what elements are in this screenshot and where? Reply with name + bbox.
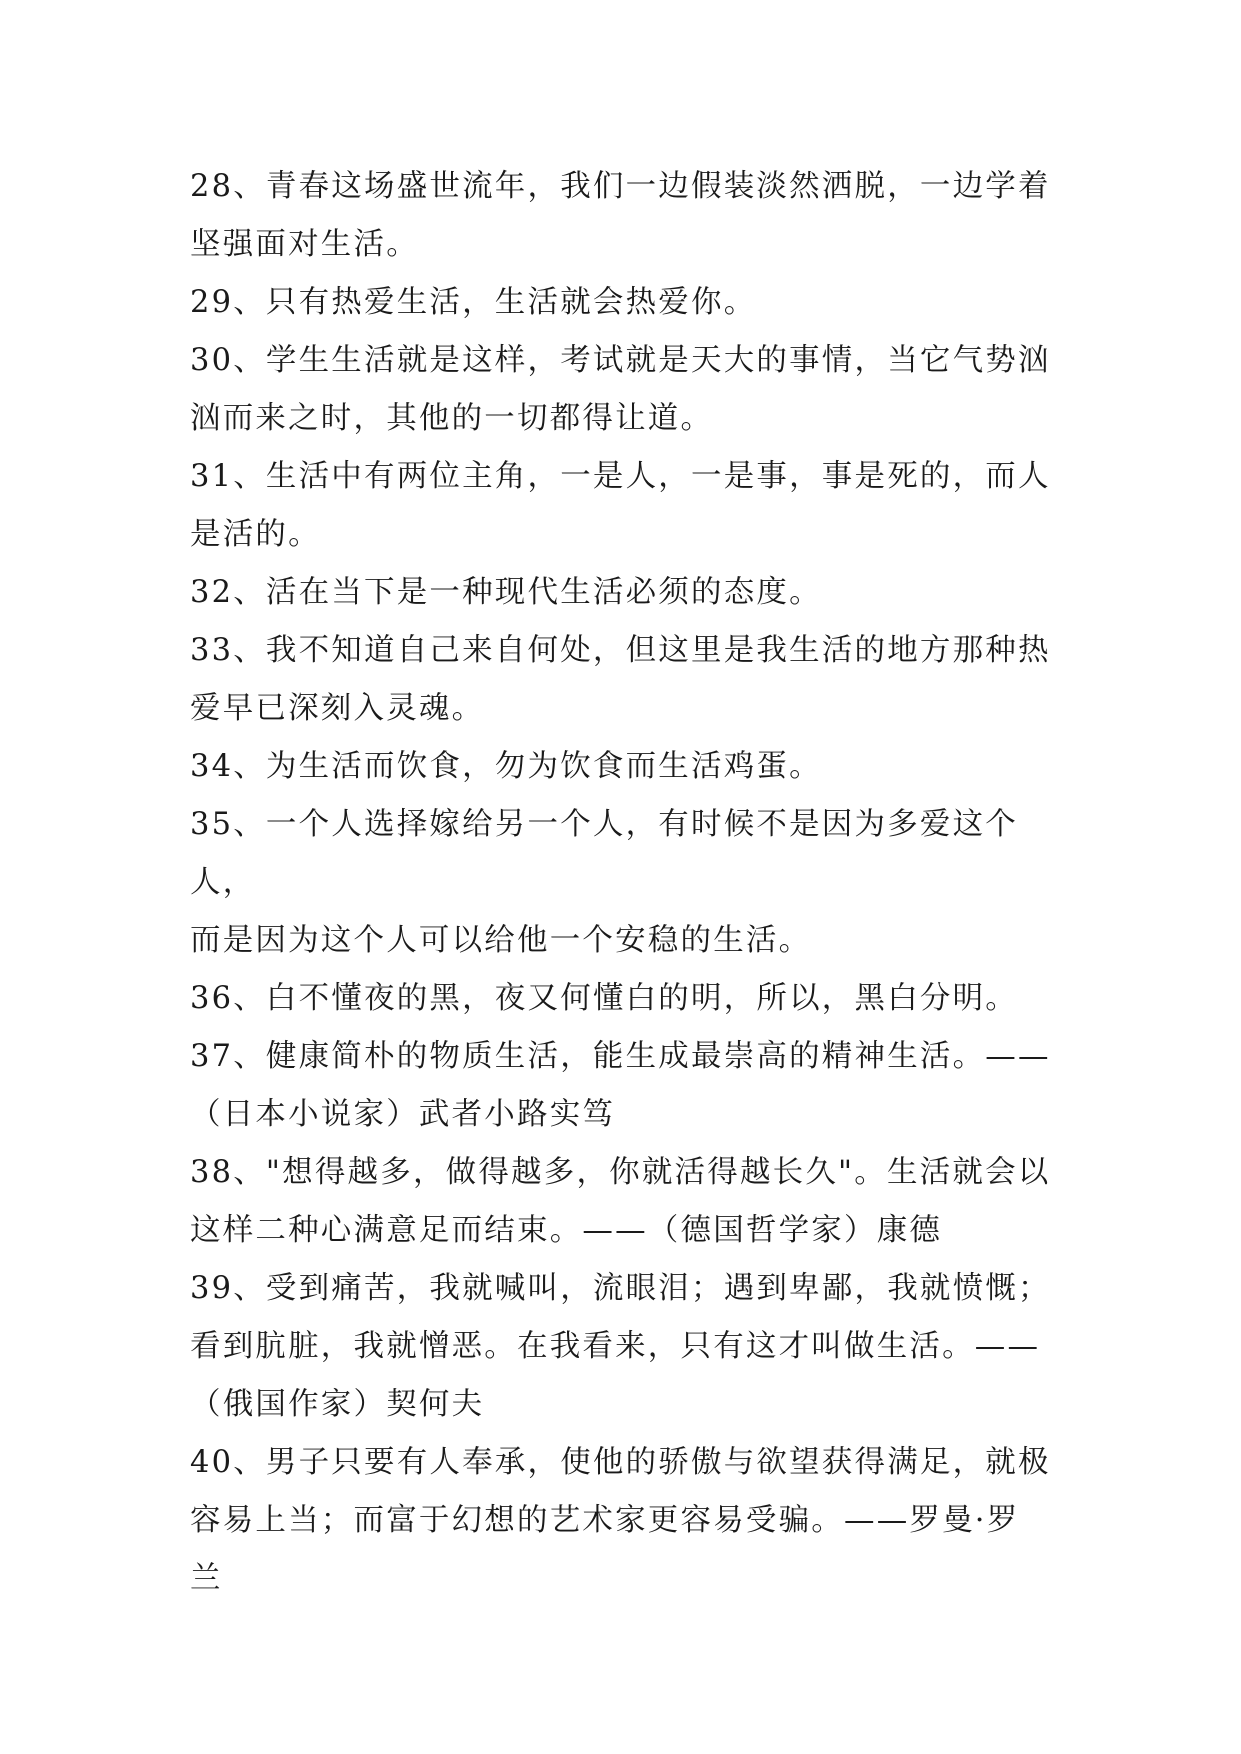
quote-line: 而是因为这个人可以给他一个安稳的生活。 (190, 923, 812, 958)
quote-35 (190, 796, 1062, 970)
quote-line: 33、我不知道自己来自何处，但这里是我生活的地方那种热 (190, 633, 1051, 668)
quote-39 (190, 1260, 1062, 1434)
quote-line: 39、受到痛苦，我就喊叫，流眼泪；遇到卑鄙，我就愤慨； (190, 1271, 1051, 1306)
quote-line: 38、"想得越多，做得越多，你就活得越长久"。生活就会以 (190, 1155, 1051, 1190)
quote-line: 30、学生生活就是这样，考试就是天大的事情，当它气势汹 (190, 343, 1051, 378)
quote-37 (190, 1028, 1062, 1144)
quote-line: （日本小说家）武者小路实笃 (190, 1097, 616, 1132)
quote-line: 31、生活中有两位主角，一是人，一是事，事是死的，而人 (190, 459, 1051, 494)
quote-line: 爱早已深刻入灵魂。 (190, 691, 485, 726)
quote-line: 34、为生活而饮食，勿为饮食而生活鸡蛋。 (190, 749, 822, 784)
quote-line: （俄国作家）契何夫 (190, 1387, 485, 1422)
quote-line: 这样二种心满意足而结束。——（德国哲学家）康德 (190, 1213, 943, 1248)
quote-38 (190, 1144, 1062, 1260)
quote-line: 汹而来之时，其他的一切都得让道。 (190, 401, 714, 436)
quote-line: 36、白不懂夜的黑，夜又何懂白的明，所以，黑白分明。 (190, 981, 1019, 1016)
quote-30 (190, 332, 1062, 448)
quote-34 (190, 738, 1062, 796)
quote-line: 29、只有热爱生活，生活就会热爱你。 (190, 285, 757, 320)
quote-line: 看到肮脏，我就憎恶。在我看来，只有这才叫做生活。—— (190, 1329, 1041, 1364)
quote-line: 32、活在当下是一种现代生活必须的态度。 (190, 575, 822, 610)
quote-line: 坚强面对生活。 (190, 227, 419, 262)
quote-line: 是活的。 (190, 517, 321, 552)
quote-line: 37、健康简朴的物质生活，能生成最崇高的精神生活。—— (190, 1039, 1051, 1074)
quote-line: 40、男子只要有人奉承，使他的骄傲与欲望获得满足，就极 (190, 1445, 1051, 1480)
quote-33 (190, 622, 1062, 738)
quote-line: 容易上当；而富于幻想的艺术家更容易受骗。——罗曼·罗 (190, 1503, 1020, 1538)
quote-40 (190, 1434, 1062, 1608)
quote-line: 28、青春这场盛世流年，我们一边假装淡然洒脱，一边学着 (190, 169, 1051, 204)
quote-line: 兰 (190, 1561, 223, 1596)
quote-32 (190, 564, 1062, 622)
quote-36 (190, 970, 1062, 1028)
quote-28 (190, 158, 1062, 274)
quote-line: 35、一个人选择嫁给另一个人，有时候不是因为多爱这个人， (190, 807, 1019, 900)
quote-31 (190, 448, 1062, 564)
document-page (190, 158, 1062, 1608)
quote-29 (190, 274, 1062, 332)
